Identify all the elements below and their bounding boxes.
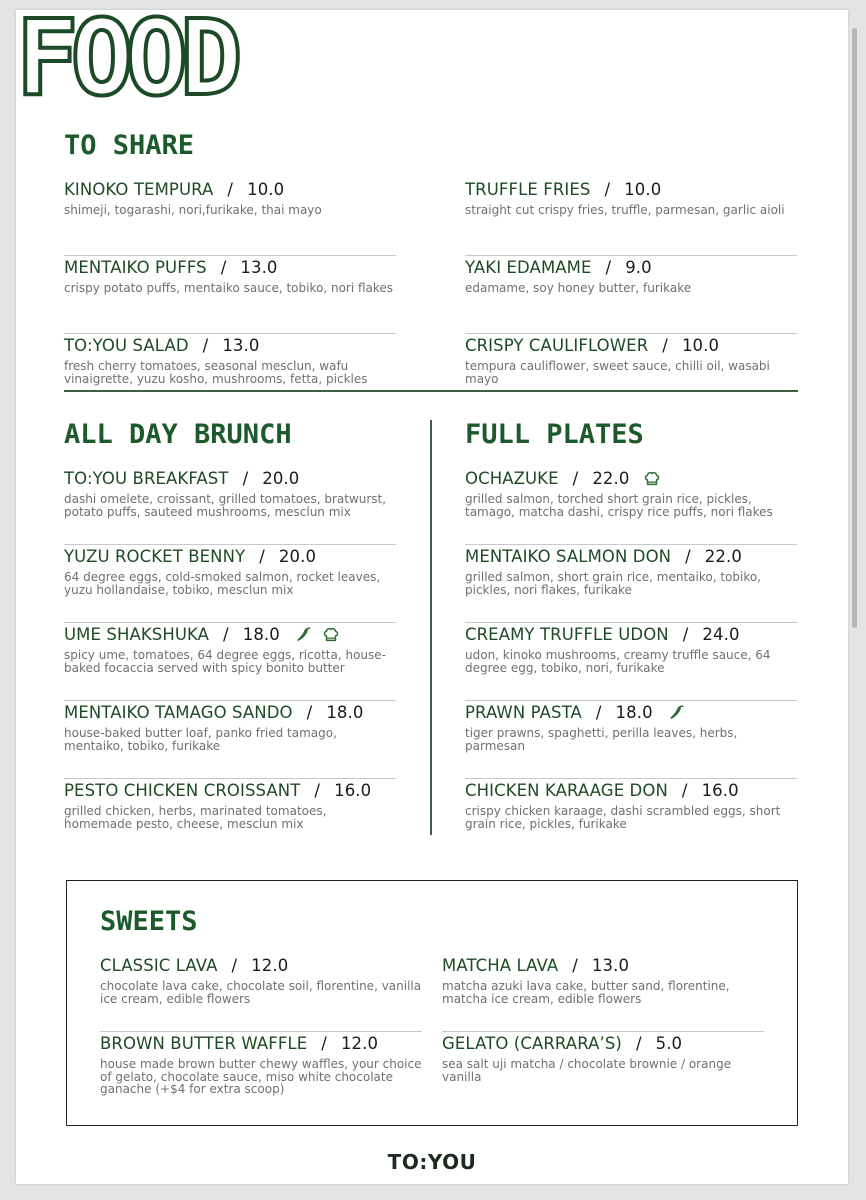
menu-item-ochazuke <box>465 467 797 545</box>
menu-item-chicken-karaage-don <box>465 779 797 857</box>
menu-item-truffle-fries <box>465 178 797 256</box>
price-separator: / <box>259 547 265 566</box>
price-separator: / <box>595 703 602 722</box>
menu-item-heading <box>64 256 396 280</box>
column-divider <box>430 420 432 835</box>
menu-item-description: chocolate lava cake, chocolate soil, florentine, vanilla ice cream, edible flowers <box>100 979 422 1006</box>
price-separator: / <box>306 703 313 722</box>
menu-item-to-you-breakfast <box>64 467 396 545</box>
menu-item-price: 22.0 <box>592 469 630 488</box>
menu-item-description: straight cut crispy fries, truffle, parmesan, garlic aioli <box>465 203 785 217</box>
menu-item-mentaiko-puffs <box>64 256 396 334</box>
menu-item-price: 18.0 <box>615 703 653 722</box>
menu-item-price: 18.0 <box>242 625 280 644</box>
chef-hat-icon <box>322 626 340 644</box>
menu-item-ume-shakshuka <box>64 623 396 701</box>
menu-item-crispy-cauliflower <box>465 334 797 412</box>
full-plates-column <box>465 467 797 857</box>
sweets-right-column <box>442 954 764 1110</box>
menu-item-price: 24.0 <box>702 625 740 644</box>
menu-item-gelato-carrara-s <box>442 1032 764 1110</box>
menu-item-brown-butter-waffle <box>100 1032 422 1110</box>
menu-item-heading <box>465 467 797 491</box>
menu-item-description: shimeji, togarashi, nori,furikake, thai mayo <box>64 203 322 217</box>
menu-item-heading <box>465 623 797 647</box>
section-title-to-share: TO SHARE <box>64 130 195 161</box>
menu-item-price: 12.0 <box>340 1034 379 1053</box>
price-separator: / <box>314 781 321 800</box>
menu-item-heading <box>64 623 396 647</box>
section-title-full-plates: FULL PLATES <box>465 419 644 450</box>
menu-item-description: udon, kinoko mushrooms, creamy truffle sauce, 64 degree egg, tobiko, nori, furikake <box>465 648 771 675</box>
menu-item-mentaiko-tamago-sando <box>64 701 396 779</box>
chef-hat-icon <box>643 470 661 488</box>
menu-item-price: 9.0 <box>625 258 652 277</box>
menu-item-heading <box>465 256 797 280</box>
price-separator: / <box>681 781 688 800</box>
to-share-right-column <box>465 178 797 412</box>
menu-item-price: 12.0 <box>251 956 289 975</box>
menu-item-mentaiko-salmon-don <box>465 545 797 623</box>
menu-item-description: grilled salmon, short grain rice, mentaiko, tobiko, pickles, nori flakes, furikake <box>465 570 761 597</box>
menu-page <box>16 0 848 1184</box>
price-separator: / <box>242 469 249 488</box>
price-separator: / <box>635 1034 642 1053</box>
price-separator: / <box>321 1034 327 1053</box>
menu-item-name: YUZU ROCKET BENNY <box>64 547 246 566</box>
menu-item-price: 13.0 <box>240 258 278 277</box>
section-divider <box>64 390 798 392</box>
menu-item-description: edamame, soy honey butter, furikake <box>465 281 692 295</box>
menu-item-price: 20.0 <box>262 469 300 488</box>
sweets-left-column <box>100 954 422 1110</box>
menu-item-price: 5.0 <box>655 1034 683 1053</box>
menu-item-name: CRISPY CAULIFLOWER <box>465 336 649 355</box>
chili-icon <box>667 704 685 722</box>
menu-item-description: dashi omelete, croissant, grilled tomatoes, bratwurst, potato puffs, sauteed mushrooms, mesclun mix <box>64 492 387 519</box>
menu-item-heading <box>100 954 422 978</box>
menu-item-price: 22.0 <box>704 547 742 566</box>
menu-item-name: TRUFFLE FRIES <box>465 180 591 199</box>
price-separator: / <box>202 336 209 355</box>
menu-item-heading <box>465 545 797 569</box>
menu-item-heading <box>64 701 396 725</box>
menu-item-price: 18.0 <box>326 703 364 722</box>
menu-item-description: crispy potato puffs, mentaiko sauce, tobiko, nori flakes <box>64 281 394 295</box>
price-separator: / <box>605 258 612 277</box>
menu-item-price: 13.0 <box>222 336 260 355</box>
menu-item-heading <box>442 1032 764 1056</box>
menu-item-description: sea salt uji matcha / chocolate brownie / orange vanilla <box>442 1057 732 1084</box>
to-share-left-column <box>64 178 396 412</box>
menu-item-creamy-truffle-udon <box>465 623 797 701</box>
section-title-sweets: SWEETS <box>100 906 198 937</box>
menu-item-description: house made brown butter chewy waffles, your choice of gelato, chocolate sauce, miso white chocolate ganache (+$4 for extra scoop) <box>100 1057 422 1096</box>
menu-item-yuzu-rocket-benny <box>64 545 396 623</box>
menu-item-description: 64 degree eggs, cold-smoked salmon, rocket leaves, yuzu hollandaise, tobiko, mesclun mix <box>64 570 381 597</box>
menu-item-heading <box>64 545 396 569</box>
menu-item-price: 13.0 <box>591 956 630 975</box>
price-separator: / <box>682 625 689 644</box>
menu-item-heading <box>465 779 797 803</box>
menu-item-name: TO:YOU SALAD <box>64 336 189 355</box>
menu-item-name: TO:YOU BREAKFAST <box>64 469 229 488</box>
price-separator: / <box>220 258 227 277</box>
menu-item-description: matcha azuki lava cake, butter sand, florentine, matcha ice cream, edible flowers <box>442 979 730 1006</box>
menu-item-prawn-pasta <box>465 701 797 779</box>
menu-item-name: CREAMY TRUFFLE UDON <box>465 625 669 644</box>
price-separator: / <box>572 956 578 975</box>
menu-title: FOOD <box>16 0 235 119</box>
price-separator: / <box>604 180 611 199</box>
menu-item-description: fresh cherry tomatoes, seasonal mesclun, wafu vinaigrette, yuzu kosho, mushrooms, fetta, pickles <box>64 359 368 386</box>
section-title-all-day-brunch: ALL DAY BRUNCH <box>64 419 292 450</box>
price-separator: / <box>227 180 234 199</box>
menu-item-name: MENTAIKO PUFFS <box>64 258 207 277</box>
menu-item-description: tiger prawns, spaghetti, perilla leaves, herbs, parmesan <box>465 726 738 753</box>
menu-item-name: GELATO (CARRARA’S) <box>442 1034 622 1053</box>
price-separator: / <box>685 547 691 566</box>
menu-item-heading <box>64 178 396 202</box>
menu-item-price: 10.0 <box>681 336 720 355</box>
menu-item-name: MENTAIKO SALMON DON <box>465 547 672 566</box>
menu-item-name: CHICKEN KARAAGE DON <box>465 781 668 800</box>
menu-item-price: 10.0 <box>624 180 662 199</box>
menu-item-name: MENTAIKO TAMAGO SANDO <box>64 703 293 722</box>
all-day-brunch-column <box>64 467 396 857</box>
menu-item-heading <box>64 779 396 803</box>
menu-item-description: tempura cauliflower, sweet sauce, chilli oil, wasabi mayo <box>465 359 770 386</box>
menu-item-price: 20.0 <box>278 547 317 566</box>
menu-item-heading <box>64 467 396 491</box>
price-separator: / <box>572 469 579 488</box>
menu-item-description: house-baked butter loaf, panko fried tamago, mentaiko, tobiko, furikake <box>64 726 337 753</box>
menu-item-yaki-edamame <box>465 256 797 334</box>
menu-item-name: PRAWN PASTA <box>465 703 582 722</box>
menu-item-name: UME SHAKSHUKA <box>64 625 210 644</box>
menu-item-heading <box>465 178 797 202</box>
menu-item-description: grilled salmon, torched short grain rice, pickles, tamago, matcha dashi, crispy rice puffs, nori flakes <box>465 492 773 519</box>
price-separator: / <box>223 625 229 644</box>
chili-icon <box>294 626 312 644</box>
menu-item-heading <box>64 334 396 358</box>
menu-item-name: YAKI EDAMAME <box>465 258 592 277</box>
menu-item-to-you-salad <box>64 334 396 412</box>
menu-item-heading <box>100 1032 422 1056</box>
menu-item-classic-lava <box>100 954 422 1032</box>
menu-item-matcha-lava <box>442 954 764 1032</box>
menu-item-name: KINOKO TEMPURA <box>64 180 214 199</box>
menu-item-pesto-chicken-croissant <box>64 779 396 857</box>
footer-logo: TO:YOU <box>387 1150 477 1174</box>
menu-item-heading <box>465 334 797 358</box>
menu-item-name: CLASSIC LAVA <box>100 956 218 975</box>
menu-item-heading <box>442 954 764 978</box>
menu-item-heading <box>465 701 797 725</box>
menu-item-name: OCHAZUKE <box>465 469 559 488</box>
menu-item-description: spicy ume, tomatoes, 64 degree eggs, ricotta, house-baked focaccia served with spicy bonito butter <box>64 648 386 675</box>
price-separator: / <box>662 336 668 355</box>
menu-item-description: grilled chicken, herbs, marinated tomatoes, homemade pesto, cheese, mesclun mix <box>64 804 327 831</box>
menu-item-price: 10.0 <box>247 180 285 199</box>
menu-item-name: PESTO CHICKEN CROISSANT <box>64 781 301 800</box>
menu-item-price: 16.0 <box>701 781 739 800</box>
menu-item-kinoko-tempura <box>64 178 396 256</box>
menu-item-price: 16.0 <box>334 781 372 800</box>
menu-item-name: MATCHA LAVA <box>442 956 559 975</box>
menu-item-name: BROWN BUTTER WAFFLE <box>100 1034 308 1053</box>
price-separator: / <box>231 956 238 975</box>
menu-item-description: crispy chicken karaage, dashi scrambled eggs, short grain rice, pickles, furikake <box>465 804 781 831</box>
scrollbar[interactable] <box>852 28 857 628</box>
